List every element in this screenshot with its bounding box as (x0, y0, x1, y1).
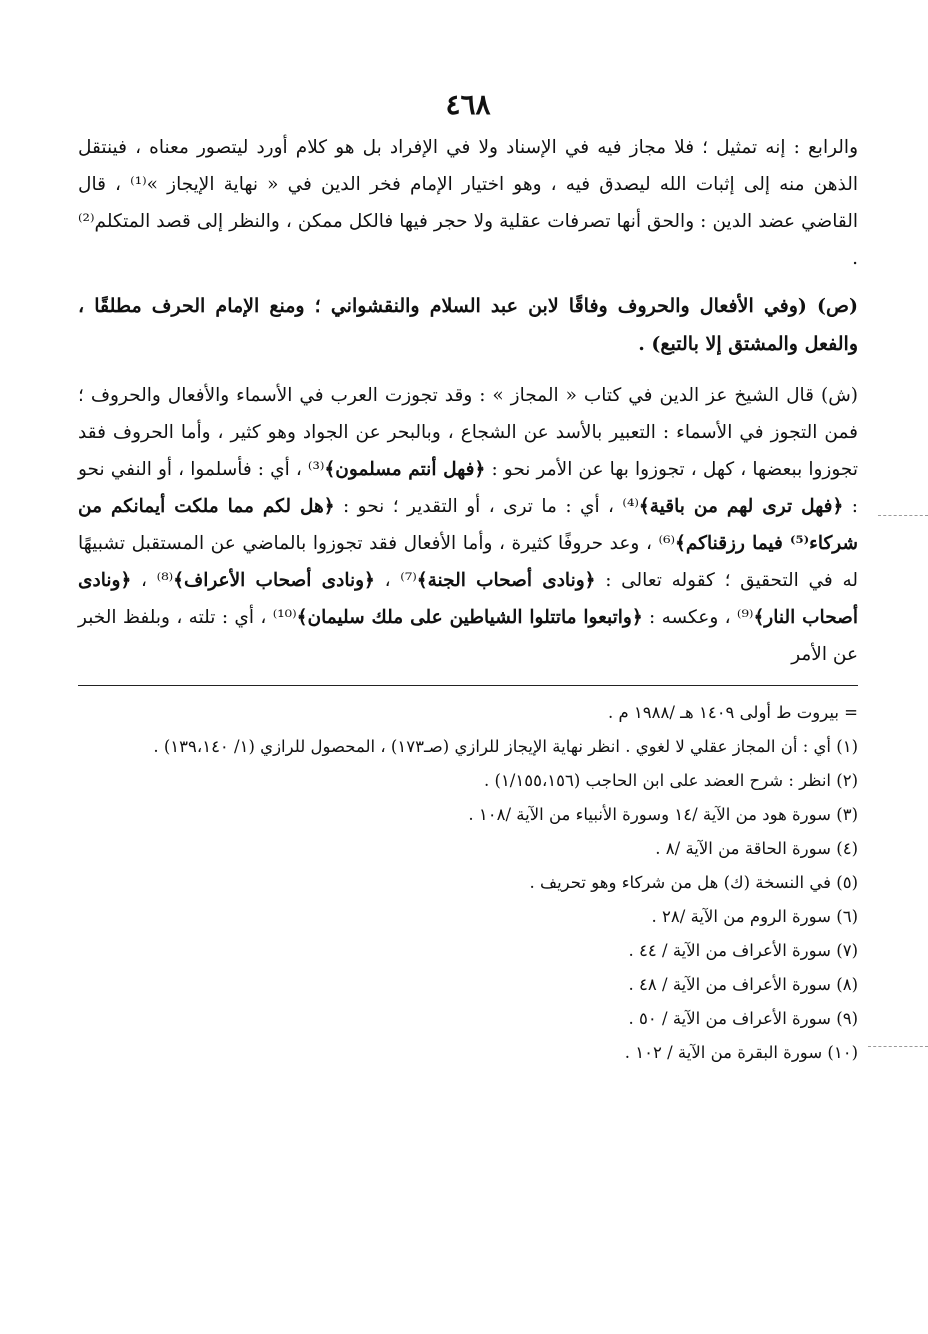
quran-quote: ﴿ونادى أصحاب النار﴾ (78, 570, 858, 628)
footnote: (٣) سورة هود من الآية /١٤ وسورة الأنبياء من الآية /١٠٨ . (468, 805, 858, 824)
footnote: (٥) في النسخة (ك) هل من شركاء وهو تحريف . (529, 873, 858, 892)
commentary-text: (ش) قال الشيخ عز الدين في كتاب « المجاز » : وقد تجوزت العرب في الأسماء والأفعال والحروف ؛ فمن التجوز في الأسماء : التعبير بالأسد عن الشجاع ، وبالبحر عن الجواد وهو كثير ، وأما الحروف فقد تجوزوا ببعضها ، كهل ، تجوزوا بها عن الأمر نحو : (78, 385, 858, 480)
page-body (78, 88, 858, 1070)
footnote: (١٠) سورة البقرة من الآية / ١٠٢ . (624, 1043, 858, 1062)
page-number: ٤٦٨ (445, 88, 491, 121)
footnotes-list (78, 696, 858, 1070)
footnote: (٤) سورة الحاقة من الآية /٨ . (655, 839, 858, 858)
commentary-text: ⁽⁴⁾ ، أي : ما ترى ، أو التقدير ؛ نحو : (334, 496, 639, 517)
commentary-text: ⁽¹⁰⁾ ، أي : تلته ، وبلفظ الخبر عن الأمر (78, 607, 858, 665)
commentary-text: ⁽³⁾ ، أي : فأسلموا ، أو النفي نحو : (78, 459, 858, 517)
paragraph-fourth-view: والرابع : إنه تمثيل ؛ فلا مجاز فيه في الإسناد ولا في الإفراد بل هو كلام أورد ليتصور معناه ، فينتقل الذهن منه إلى إثبات الله ليصدق فيه ، وهو اختيار الإمام فخر الدين في « نهاية الإيجاز »⁽¹⁾ ، قال القاضي عضد الدين : والحق أنها تصرفات عقلية ولا حجر فيها فالكل ممكن ، والنظر إلى قصد المتكلم⁽²⁾ . (78, 137, 858, 269)
quran-quote: ﴿ونادى أصحاب الجنة﴾ (416, 570, 596, 591)
footnote: (٦) سورة الروم من الآية /٢٨ . (651, 907, 858, 926)
footnote: (٢) انظر : شرح العضد على ابن الحاجب (١/١٥٥،١٥٦) . (484, 771, 858, 790)
footnote-separator (78, 685, 858, 686)
quran-quote: ﴿ونادى أصحاب الأعراف﴾ (173, 570, 375, 591)
commentary-text: ⁽⁶⁾ ، وعد حروفًا كثيرة ، وأما الأفعال فقد تجوزوا بالماضي عن المستقبل تشبيهًا له في التحقيق ؛ كقوله تعالى : (78, 533, 859, 591)
rule-text: (ص) (وفي الأفعال والحروف وفاقًا لابن عبد السلام والنقشواني ؛ ومنع الإمام الحرف مطلقًا ، والفعل والمشتق إلا بالتبع) . (78, 295, 858, 355)
footnote: (٨) سورة الأعراف من الآية / ٤٨ . (628, 975, 858, 994)
quran-quote: ﴿فهل ترى لهم من باقية﴾ (638, 496, 844, 517)
commentary-paragraph (78, 377, 858, 673)
scan-mark (878, 515, 928, 516)
footnote: (٩) سورة الأعراف من الآية / ٥٠ . (628, 1009, 858, 1028)
footnote: (١) أي : أن المجاز عقلي لا لغوي . انظر نهاية الإيجاز للرازي (صـ١٧٣) ، المحصول للرازي (١/ ١٣٩،١٤٠) . (153, 737, 858, 756)
quran-quote: ﴿واتبعوا ماتتلوا الشياطين على ملك سليمان﴾ (296, 607, 643, 628)
quran-quote: ﴿فهل أنتم مسلمون﴾ (324, 459, 486, 480)
scan-mark (868, 1046, 928, 1047)
footnote: = بيروت ط أولى ١٤٠٩ هـ /١٩٨٨ م . (607, 703, 858, 722)
commentary-text: ⁽⁷⁾ ، (374, 570, 417, 591)
commentary-text: ⁽⁹⁾ ، وعكسه : (642, 607, 754, 628)
commentary-text: ⁽⁸⁾ ، (131, 570, 174, 591)
quran-quote: ﴿هل لكم مما ملكت أيمانكم من شركاء⁽⁵⁾ فيما رزقناكم﴾ (78, 496, 858, 554)
footnote: (٧) سورة الأعراف من الآية / ٤٤ . (628, 941, 858, 960)
